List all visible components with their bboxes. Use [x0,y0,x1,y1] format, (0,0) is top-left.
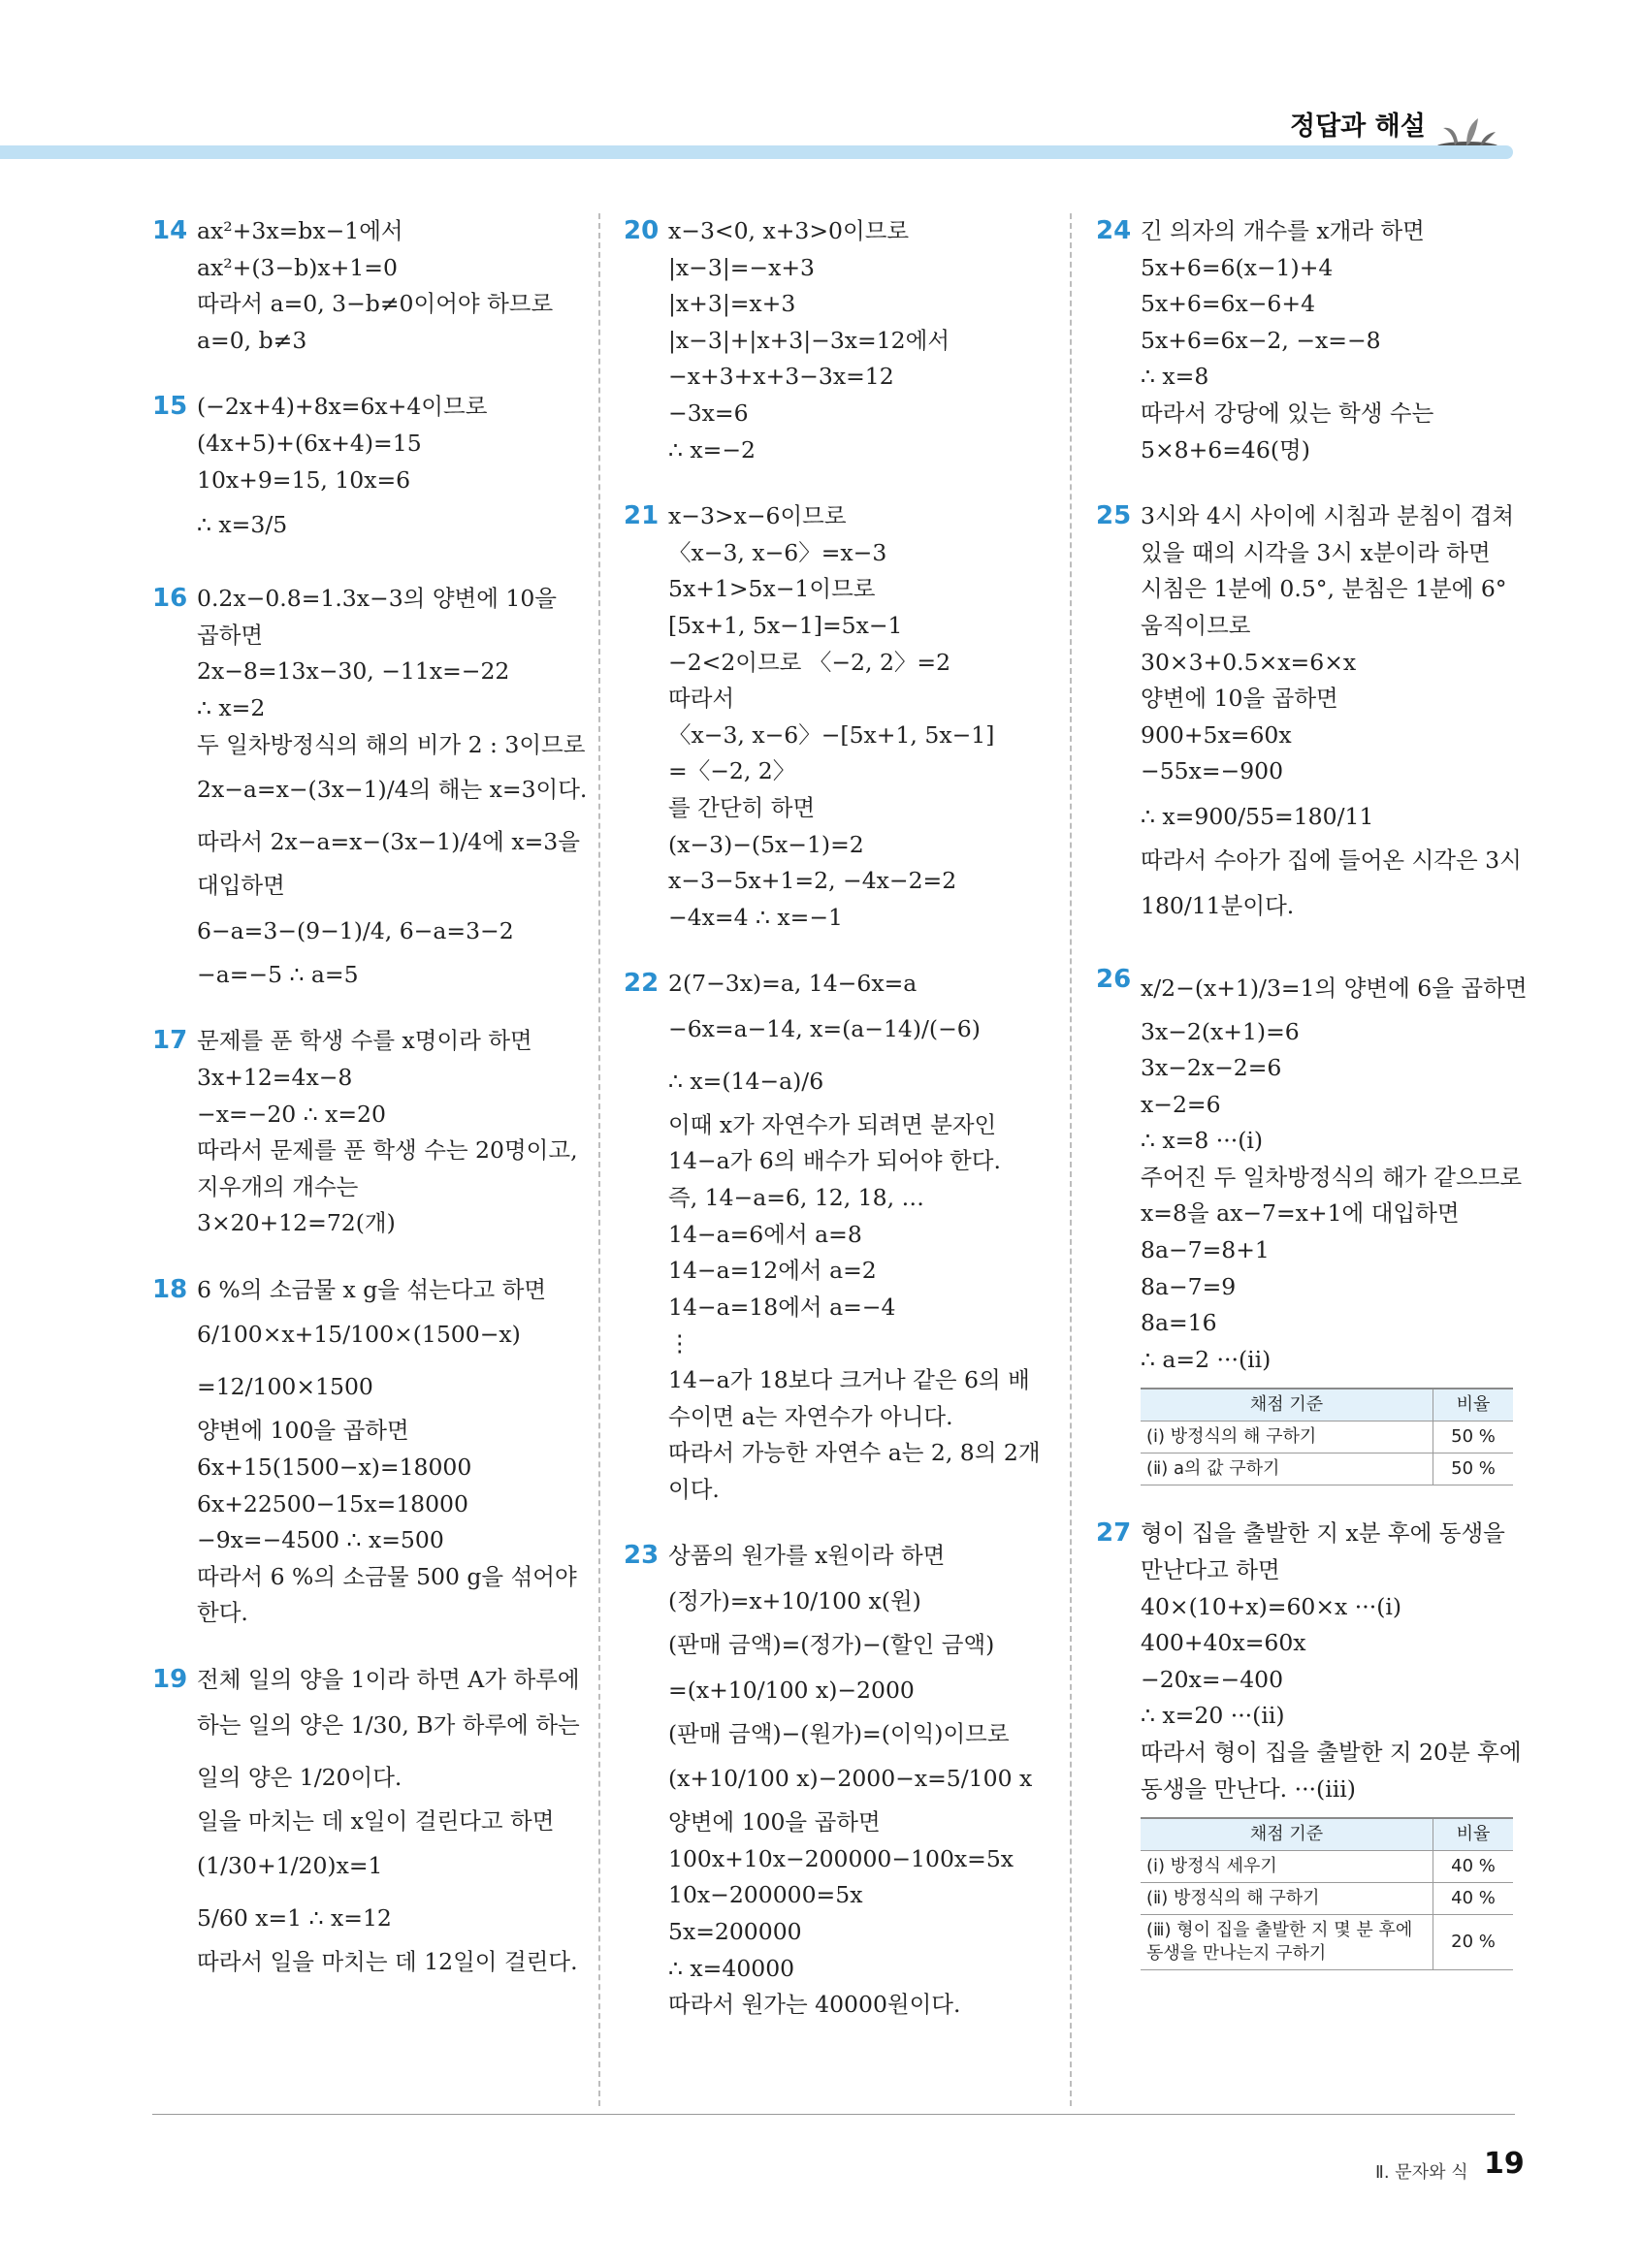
solution-line: 40×(10+x)=60×x ···(ⅰ) [1141,1592,1402,1620]
solution-line: (1/30+1/20)x=1 [197,1852,383,1880]
solution-line: 하는 일의 양은 1/30, B가 하루에 하는 [197,1710,580,1739]
solution-line: 3시와 4시 사이에 시침과 분침이 겹쳐 [1141,502,1515,530]
footer-chapter: Ⅱ. 문자와 식 [1375,2162,1468,2183]
solution-line: 5/60 x=1 ∴ x=12 [197,1904,392,1933]
solution-line: −4x=4 ∴ x=−1 [668,903,844,931]
answer-column-3 [1096,213,1528,2000]
solution-line: 일의 양은 1/20이다. [197,1763,402,1791]
grading-table-cell: (ⅱ) 방정식의 해 구하기 [1141,1883,1433,1915]
problem-number: 26 [1096,964,1132,994]
solution-line: 양변에 100을 곱하면 [197,1417,409,1445]
solution-line: 곱하면 [197,621,264,649]
solution-line: 2x−8=13x−30, −11x=−22 [197,657,510,686]
solution-line: (정가)=x+10/100 x(원) [668,1587,921,1614]
solution-line: ∴ x=(14−a)/6 [668,1067,824,1095]
problem-number: 22 [624,969,660,999]
solution-line: 따라서 가능한 자연수 a는 2, 8의 2개 [668,1439,1041,1467]
solution-line: 주어진 두 일차방정식의 해가 같으므로 [1141,1163,1523,1191]
solution-line: x=8을 ax−7=x+1에 대입하면 [1141,1199,1460,1228]
problem-number: 24 [1096,216,1132,245]
solution-line: x−2=6 [1141,1090,1221,1118]
solution-line: 5x+6=6x−2, −x=−8 [1141,326,1381,354]
solution-line: (−2x+4)+8x=6x+4이므로 [197,393,488,421]
grading-table-header: 채점 기준 [1141,1389,1433,1421]
solution-line: −6x=a−14, x=(a−14)/(−6) [668,1014,981,1042]
solution-line: 따라서 2x−a=x−(3x−1)/4에 x=3을 [197,828,580,856]
problem-number: 15 [152,392,188,422]
problem-27 [1096,1516,1523,1970]
problem-number: 27 [1096,1518,1132,1549]
grading-table-cell: (ⅰ) 방정식의 해 구하기 [1141,1421,1433,1453]
solution-line: −x+3+x+3−3x=12 [668,363,894,391]
solution-line: 문제를 푼 학생 수를 x명이라 하면 [197,1027,532,1055]
grading-table-row [1141,1453,1513,1485]
problem-number: 23 [624,1541,660,1571]
solution-line: (판매 금액)−(원가)=(이익)이므로 [668,1719,1010,1747]
solution-line: 시침은 1분에 0.5°, 분침은 1분에 6° [1141,575,1507,603]
solution-line: −20x=−400 [1141,1665,1284,1693]
solution-line: 형이 집을 출발한 지 x분 후에 동생을 [1141,1519,1505,1548]
column-divider [1070,213,1072,2106]
solution-line: 14−a=6에서 a=8 [668,1220,862,1248]
grading-table-cell: 50 % [1433,1453,1514,1485]
problem-26 [1096,962,1528,1486]
solution-line: 10x−200000=5x [668,1881,863,1909]
grading-table-row [1141,1421,1513,1453]
solution-line: 8a−7=9 [1141,1272,1237,1300]
solution-line: x−3>x−6이므로 [668,502,847,530]
grading-table [1141,1388,1513,1485]
solution-line: ∴ x=20 ···(ⅱ) [1141,1702,1285,1730]
solution-line: 3x−2(x+1)=6 [1141,1017,1300,1045]
solution-line: 따라서 수아가 집에 들어온 시각은 3시 [1141,846,1522,874]
solution-line: 대입하면 [197,872,285,900]
solution-line: 900+5x=60x [1141,720,1292,749]
solution-line: 수이면 a는 자연수가 아니다. [668,1402,953,1430]
solution-line: 〈x−3, x−6〉=x−3 [668,538,887,566]
solution-line: 있을 때의 시각을 3시 x분이라 하면 [1141,538,1491,566]
problem-23 [624,1538,1050,2023]
grading-table-row [1141,1915,1513,1970]
solution-line: |x−3|=−x+3 [668,253,816,281]
footer-rule [152,2114,1515,2115]
problem-17 [152,1023,579,1242]
solution-line: 5×8+6=46(명) [1141,435,1310,463]
solution-line: 14−a가 18보다 크거나 같은 6의 배 [668,1366,1030,1394]
solution-line: [5x+1, 5x−1]=5x−1 [668,611,903,639]
solution-line: 따라서 원가는 40000원이다. [668,1991,961,2019]
grading-table-cell: 40 % [1433,1883,1514,1915]
grading-table-cell: (ⅲ) 형이 집을 출발한 지 몇 분 후에 동생을 만나는지 구하기 [1141,1915,1433,1970]
problem-25 [1096,498,1523,931]
solution-line: 14−a=18에서 a=−4 [668,1293,896,1321]
solution-line: 8a=16 [1141,1309,1217,1337]
solution-line: ∴ x=−2 [668,435,757,463]
solution-line: 상품의 원가를 x원이라 하면 [668,1542,946,1570]
solution-line: 0.2x−0.8=1.3x−3의 양변에 10을 [197,585,557,613]
solution-line: 10x+9=15, 10x=6 [197,465,411,494]
problem-number: 16 [152,584,188,614]
problem-number: 21 [624,501,660,531]
solution-line: x−3−5x+1=2, −4x−2=2 [668,867,957,895]
problem-22 [624,966,1050,1508]
solution-line: −9x=−4500 ∴ x=500 [197,1526,444,1554]
solution-line: (4x+5)+(6x+4)=15 [197,429,422,457]
solution-line: ∴ x=40000 [668,1954,795,1982]
answer-column-2 [624,213,1050,2054]
solution-line: =〈−2, 2〉 [668,757,796,785]
solution-line: 동생을 만난다. ···(ⅲ) [1141,1774,1356,1803]
solution-line: ∴ x=3/5 [197,511,288,539]
solution-line: 따라서 형이 집을 출발한 지 20분 후에 [1141,1739,1522,1766]
problem-number: 17 [152,1026,188,1056]
problem-number: 18 [152,1274,188,1304]
solution-line: ∴ x=900/55=180/11 [1141,802,1374,830]
solution-line: 400+40x=60x [1141,1629,1306,1657]
problem-number: 25 [1096,501,1132,531]
solution-line: 3x−2x−2=6 [1141,1054,1282,1082]
solution-line: 3x+12=4x−8 [197,1063,353,1091]
problem-18 [152,1272,579,1632]
solution-line: 일을 마치는 데 x일이 걸린다고 하면 [197,1806,555,1835]
solution-line: −2<2이므로 〈−2, 2〉=2 [668,648,951,676]
grading-table-cell: 50 % [1433,1421,1514,1453]
problem-number: 19 [152,1665,188,1695]
problem-24 [1096,213,1523,468]
solution-line: 2(7−3x)=a, 14−6x=a [668,970,918,998]
solution-line: 14−a=12에서 a=2 [668,1257,877,1285]
solution-line: a=0, b≠3 [197,326,307,354]
solution-line: ∴ x=8 ···(ⅰ) [1141,1127,1264,1155]
grading-table-row [1141,1851,1513,1883]
solution-line: 5x=200000 [668,1917,802,1945]
solution-line: =12/100×1500 [197,1373,373,1401]
problem-20 [624,213,1050,468]
solution-line: 양변에 10을 곱하면 [1141,685,1338,713]
solution-line: 이다. [668,1475,720,1503]
solution-line: ax²+(3−b)x+1=0 [197,253,398,281]
solution-line: 두 일차방정식의 해의 비가 2 : 3이므로 [197,730,586,758]
solution-line: 〈x−3, x−6〉−[5x+1, 5x−1] [668,720,995,749]
solution-line: ∴ x=2 [197,693,266,721]
problem-19 [152,1662,579,1981]
grading-table-row [1141,1883,1513,1915]
grading-table [1141,1817,1513,1970]
solution-line: 전체 일의 양을 1이라 하면 A가 하루에 [197,1666,580,1694]
solution-line: (판매 금액)=(정가)−(할인 금액) [668,1631,995,1658]
solution-line: 긴 의자의 개수를 x개라 하면 [1141,217,1425,244]
solution-line: =(x+10/100 x)−2000 [668,1676,915,1704]
solution-line: −3x=6 [668,399,749,427]
solution-line: 14−a가 6의 배수가 되어야 한다. [668,1147,1001,1175]
grading-table-cell: (ⅰ) 방정식 세우기 [1141,1851,1433,1883]
problem-15 [152,389,579,551]
solution-line: ⋮ [668,1329,692,1358]
solution-line: 3×20+12=72(개) [197,1209,396,1237]
grading-table-cell: 20 % [1433,1915,1514,1970]
solution-line: ∴ a=2 ···(ⅱ) [1141,1345,1272,1373]
solution-line: (x−3)−(5x−1)=2 [668,830,864,858]
solution-line: 6−a=3−(9−1)/4, 6−a=3−2 [197,916,514,944]
problem-14 [152,213,579,359]
solution-line: 5x+6=6(x−1)+4 [1141,253,1334,281]
grading-table-header: 비율 [1433,1818,1514,1851]
problem-21 [624,498,1050,936]
solution-line: 따라서 6 %의 소금물 500 g을 섞어야 [197,1562,577,1590]
solution-line: 5x+6=6x−6+4 [1141,290,1316,318]
solution-line: ∴ x=8 [1141,363,1209,391]
grading-table-cell: 40 % [1433,1851,1514,1883]
solution-line: 6/100×x+15/100×(1500−x) [197,1321,521,1349]
solution-line: 만난다고 하면 [1141,1556,1280,1584]
solution-line: |x−3|+|x+3|−3x=12에서 [668,326,950,354]
grading-table-header: 채점 기준 [1141,1818,1433,1851]
solution-line: −x=−20 ∴ x=20 [197,1100,386,1128]
page-number: 19 [1484,2147,1525,2181]
problem-number: 20 [624,216,660,245]
solution-line: x−3<0, x+3>0이므로 [668,217,910,244]
solution-line: 6x+22500−15x=18000 [197,1489,468,1517]
problem-16 [152,581,588,993]
solution-line: 움직이므로 [1141,611,1251,639]
solution-line: 6 %의 소금물 x g을 섞는다고 하면 [197,1275,547,1303]
solution-line: 100x+10x−200000−100x=5x [668,1844,1014,1872]
answer-column-1 [152,213,588,2011]
grading-table-header: 비율 [1433,1389,1514,1421]
solution-line: 180/11분이다. [1141,891,1295,919]
solution-line: −55x=−900 [1141,757,1284,785]
solution-line: 지우개의 개수는 [197,1172,359,1200]
solution-line: 이때 x가 자연수가 되려면 분자인 [668,1110,997,1138]
solution-line: 한다. [197,1599,248,1627]
solution-line: 즉, 14−a=6, 12, 18, … [668,1184,925,1212]
problem-number: 14 [152,216,188,245]
solution-line: |x+3|=x+3 [668,290,796,318]
solution-line: ax²+3x=bx−1에서 [197,217,403,244]
header-bar [0,145,1513,159]
solution-line: (x+10/100 x)−2000−x=5/100 x [668,1765,1033,1793]
solution-line: 30×3+0.5×x=6×x [1141,648,1357,676]
solution-line: 따라서 강당에 있는 학생 수는 [1141,399,1434,427]
solution-line: 따라서 문제를 푼 학생 수는 20명이고, [197,1136,578,1165]
solution-line: 양변에 100을 곱하면 [668,1808,881,1837]
solution-line: −a=−5 ∴ a=5 [197,960,359,988]
solution-line: 5x+1>5x−1이므로 [668,575,876,603]
solution-line: 2x−a=x−(3x−1)/4의 해는 x=3이다. [197,776,588,804]
page-header-title: 정답과 해설 [1290,112,1426,142]
solution-line: 따라서 [668,685,735,713]
solution-line: 따라서 a=0, 3−b≠0이어야 하므로 [197,290,554,318]
solution-line: 8a−7=8+1 [1141,1236,1270,1264]
grading-table-cell: (ⅱ) a의 값 구하기 [1141,1453,1433,1485]
solution-line: 6x+15(1500−x)=18000 [197,1453,472,1482]
column-divider [598,213,600,2106]
solution-line: 를 간단히 하면 [668,793,816,821]
solution-line: x/2−(x+1)/3=1의 양변에 6을 곱하면 [1141,974,1528,1002]
solution-line: 따라서 일을 마치는 데 12일이 걸린다. [197,1948,578,1976]
